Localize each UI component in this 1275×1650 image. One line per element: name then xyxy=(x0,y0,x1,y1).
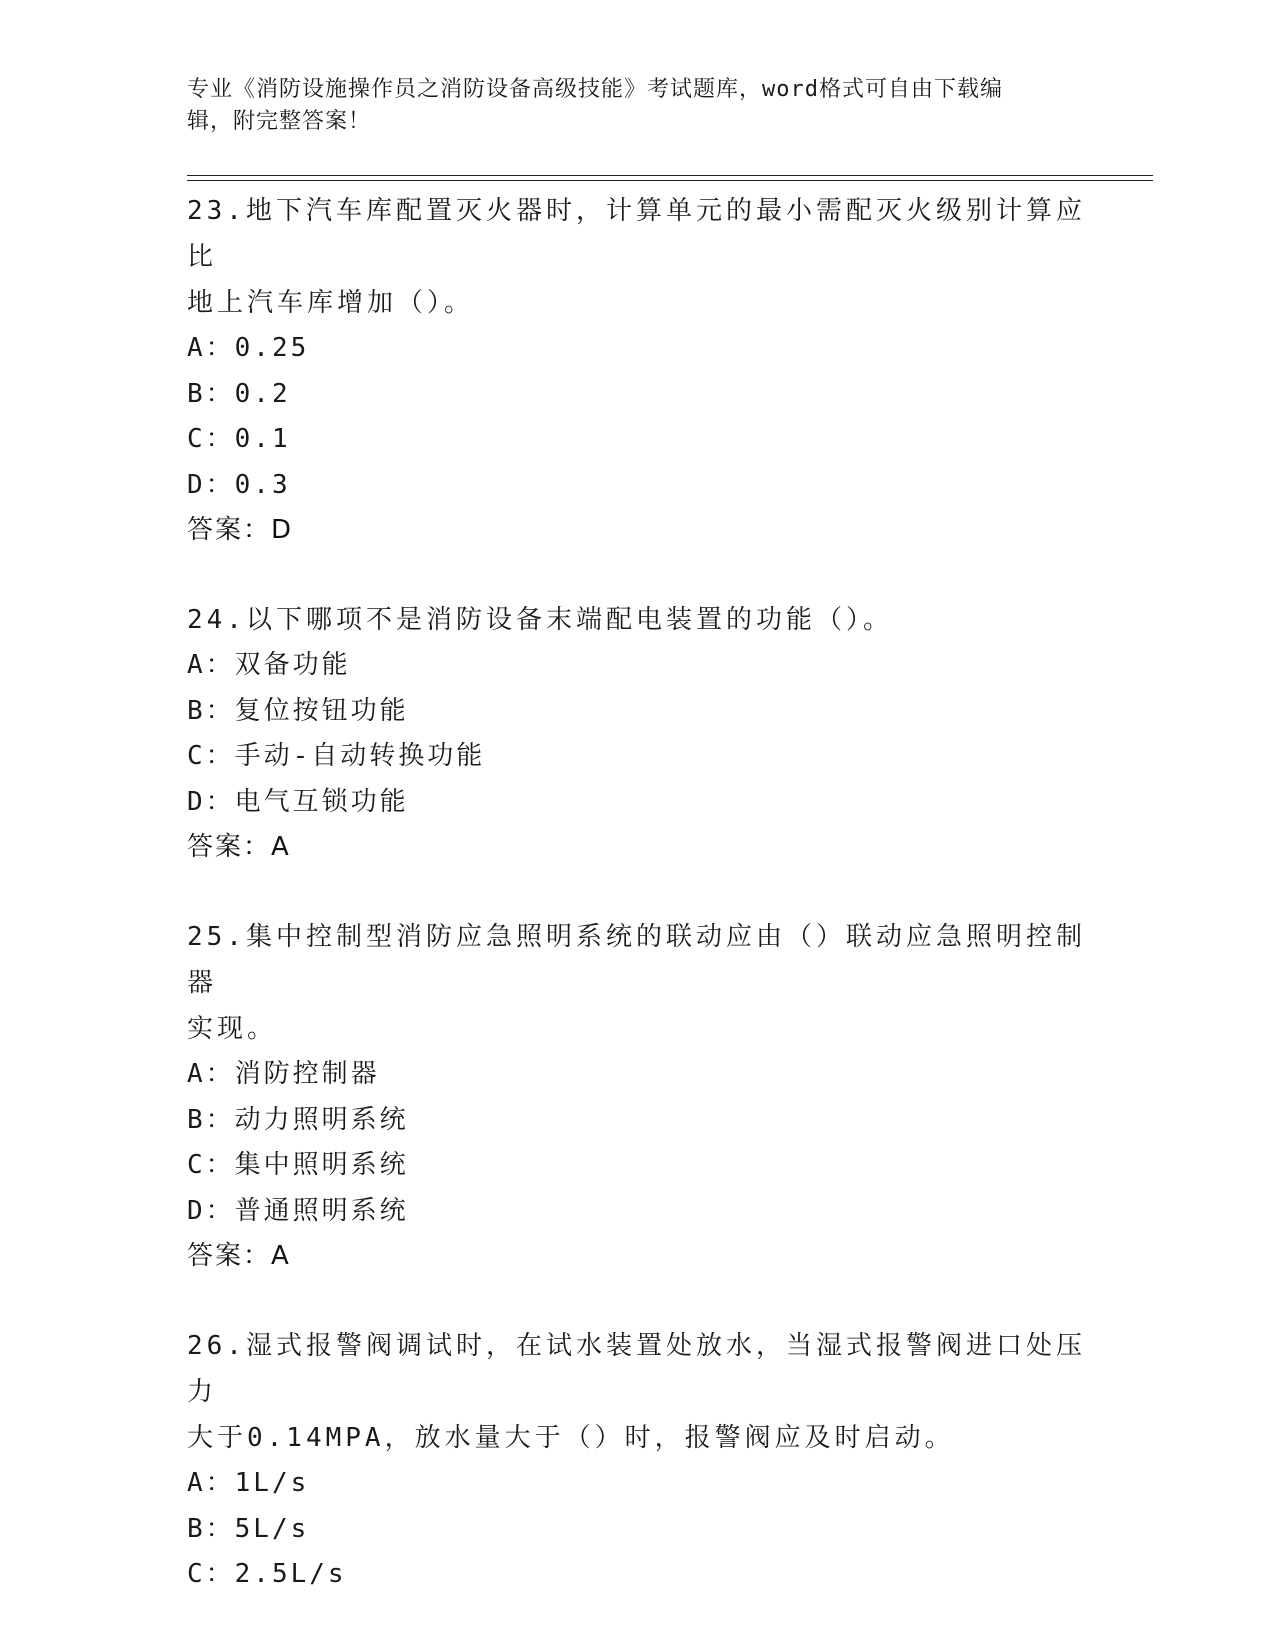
answer: 答案：D xyxy=(187,515,294,545)
option-c: C：集中照明系统 xyxy=(187,1150,409,1180)
option-b: B：5L/s xyxy=(187,1513,310,1544)
option-b: B：复位按钮功能 xyxy=(187,695,409,726)
option-b: B：0.2 xyxy=(187,378,291,409)
option-a: A：1L/s xyxy=(187,1468,310,1498)
option-a: A：消防控制器 xyxy=(187,1059,380,1089)
option-b: B：动力照明系统 xyxy=(187,1104,409,1135)
question-stem: 25.集中控制型消防应急照明系统的联动应由（）联动应急照明控制器 实现。 xyxy=(187,922,1086,1044)
question-23 xyxy=(187,188,1087,552)
header-line-2: 辑，附完整答案！ xyxy=(187,109,372,134)
answer: 答案：A xyxy=(187,832,291,862)
option-d: D：普通照明系统 xyxy=(187,1195,409,1226)
question-25 xyxy=(187,914,1087,1278)
question-list xyxy=(187,188,1087,1598)
option-c: C：2.5L/s xyxy=(187,1559,347,1589)
document-header xyxy=(187,74,1067,138)
option-a: A：0.25 xyxy=(187,333,310,363)
question-stem: 26.湿式报警阀调试时，在试水装置处放水，当湿式报警阀进口处压力 大于0.14MPA，放水量大于（）时，报警阀应及时启动。 xyxy=(187,1331,1086,1453)
option-c: C：手动-自动转换功能 xyxy=(187,741,486,771)
question-stem: 23.地下汽车库配置灭火器时，计算单元的最小需配灭火级别计算应比 地上汽车库增加（）。 xyxy=(187,196,1086,318)
header-rule-top xyxy=(187,175,1153,176)
option-c: C：0.1 xyxy=(187,424,291,454)
option-d: D：0.3 xyxy=(187,469,291,500)
question-26 xyxy=(187,1323,1087,1598)
answer: 答案：A xyxy=(187,1241,291,1271)
header-line-1: 专业《消防设施操作员之消防设备高级技能》考试题库，word格式可自由下载编 xyxy=(187,77,1003,102)
question-24 xyxy=(187,597,1087,869)
option-a: A：双备功能 xyxy=(187,650,351,680)
option-d: D：电气互锁功能 xyxy=(187,786,409,817)
header-rule-bottom xyxy=(187,180,1153,181)
question-stem: 24.以下哪项不是消防设备末端配电装置的功能（）。 xyxy=(187,605,893,635)
